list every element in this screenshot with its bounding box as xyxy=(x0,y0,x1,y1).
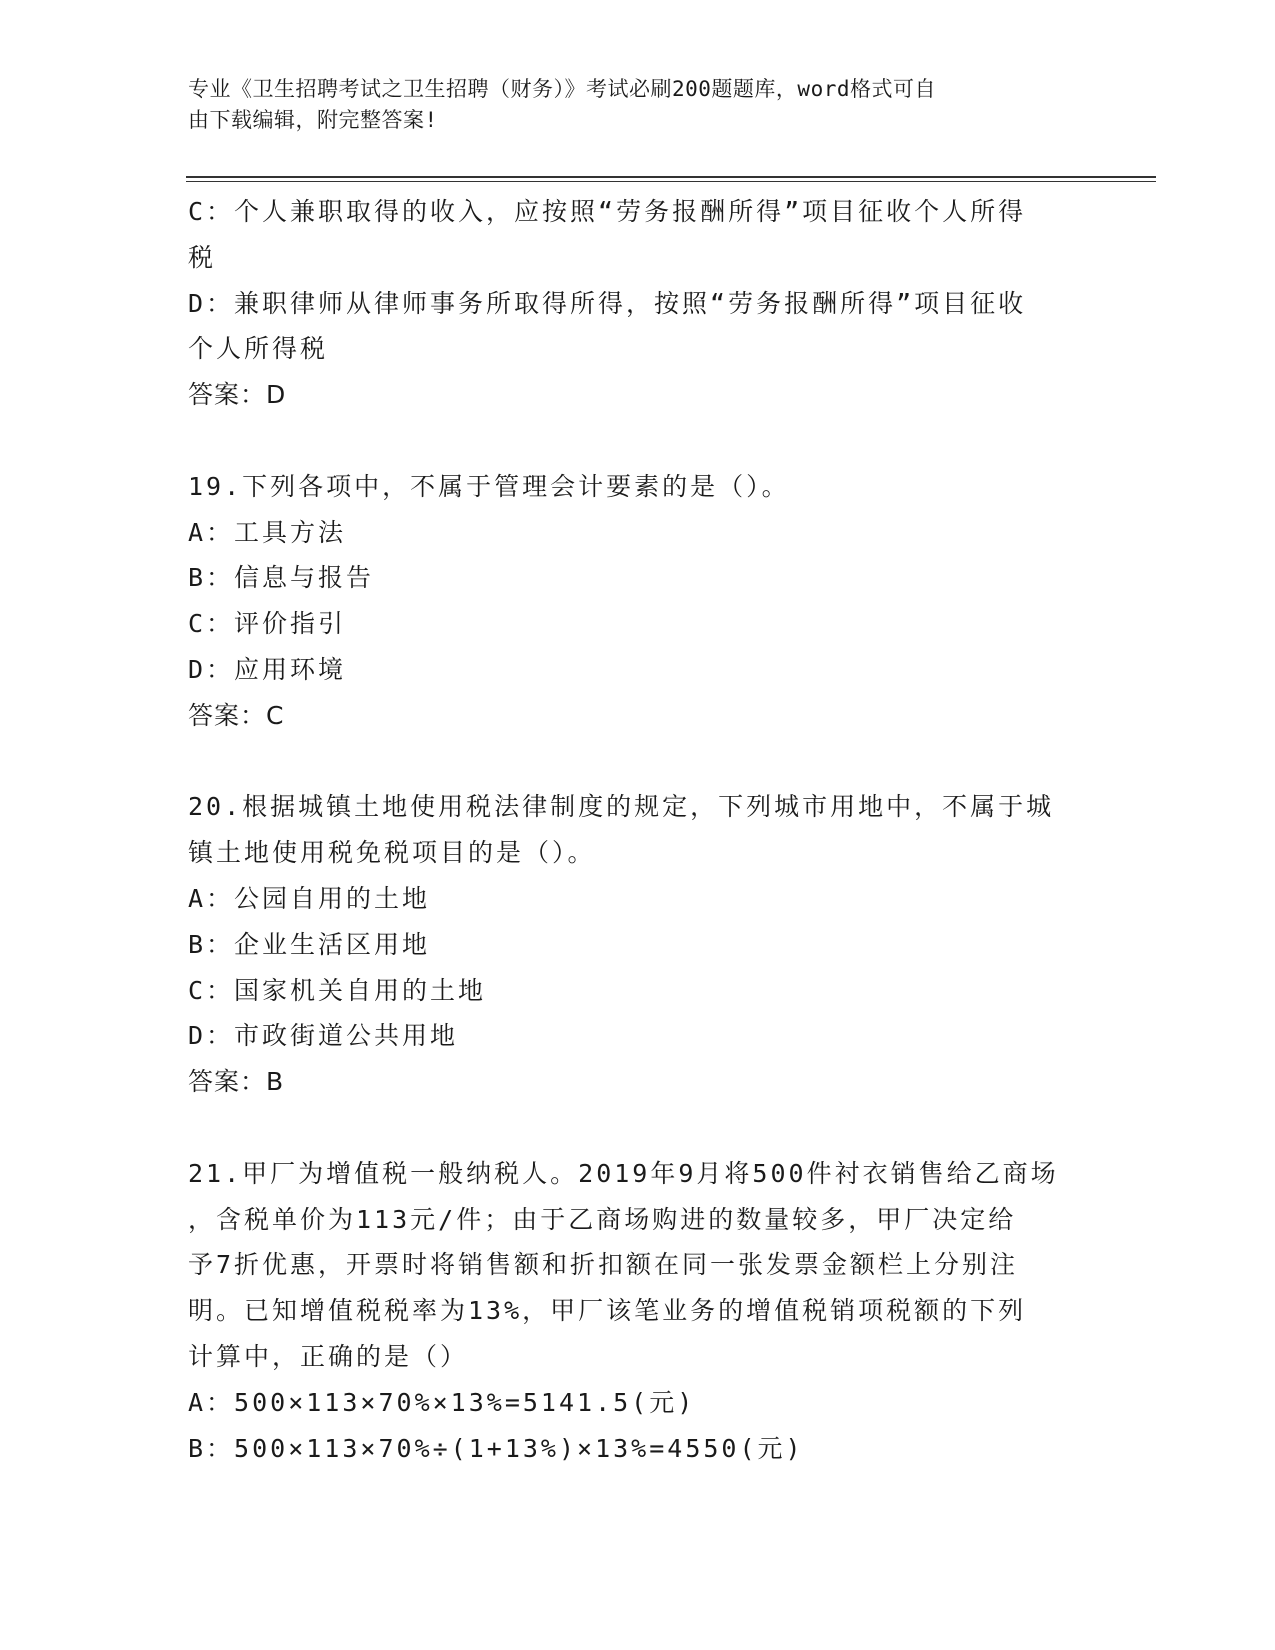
question-21-stem-line-4: 明。已知增值税税率为13%，甲厂该笔业务的增值税销项税额的下列 xyxy=(188,1296,1027,1326)
question-21-stem-line-2: ，含税单价为113元/件；由于乙商场购进的数量较多，甲厂决定给 xyxy=(188,1204,1017,1234)
question-19-answer: 答案：C xyxy=(188,700,285,730)
question-20-stem-line-2: 镇土地使用税免税项目的是（）。 xyxy=(188,838,596,868)
question-19-option-b: B：信息与报告 xyxy=(188,563,375,593)
question-19-stem: 19.下列各项中，不属于管理会计要素的是（）。 xyxy=(188,471,790,501)
question-21-option-a: A：500×113×70%×13%=5141.5(元) xyxy=(188,1387,696,1417)
question-21-stem-line-1: 21.甲厂为增值税一般纳税人。2019年9月将500件衬衣销售给乙商场 xyxy=(188,1158,1059,1188)
question-20-answer: 答案：B xyxy=(188,1067,285,1097)
question-21-stem-line-5: 计算中，正确的是（） xyxy=(188,1341,469,1371)
question-content xyxy=(188,189,1088,1471)
option-c-line-1: C：个人兼职取得的收入，应按照“劳务报酬所得”项目征收个人所得 xyxy=(188,197,1027,226)
question-20-stem-line-1: 20.根据城镇土地使用税法律制度的规定，下列城市用地中，不属于城 xyxy=(188,792,1055,822)
answer-label: 答案：D xyxy=(188,380,287,410)
question-21-option-b: B：500×113×70%÷(1+13%)×13%=4550(元) xyxy=(188,1433,804,1463)
question-19-block xyxy=(188,464,1088,739)
header-rule-thin xyxy=(186,181,1156,182)
question-19-option-c: C：评价指引 xyxy=(188,609,347,639)
previous-question-block xyxy=(188,189,1088,418)
header-line-2: 由下载编辑，附完整答案! xyxy=(188,108,438,132)
question-19-option-a: A：工具方法 xyxy=(188,517,347,547)
spacer xyxy=(188,418,1088,464)
question-21-block xyxy=(188,1151,1088,1472)
question-20-option-c: C：国家机关自用的土地 xyxy=(188,975,487,1005)
header-line-1: 专业《卫生招聘考试之卫生招聘（财务）》考试必刷200题题库，word格式可自 xyxy=(188,77,936,101)
question-20-option-b: B：企业生活区用地 xyxy=(188,929,431,959)
option-d-line-2: 个人所得税 xyxy=(188,334,329,364)
question-20-option-a: A：公园自用的土地 xyxy=(188,883,431,913)
question-19-option-d: D：应用环境 xyxy=(188,654,347,684)
spacer xyxy=(188,739,1088,785)
spacer xyxy=(188,1105,1088,1151)
question-20-option-d: D：市政街道公共用地 xyxy=(188,1021,459,1051)
header-rule-thick xyxy=(186,176,1156,178)
question-20-block xyxy=(188,784,1088,1105)
option-c-line-2: 税 xyxy=(188,242,217,272)
document-header xyxy=(188,74,1068,136)
question-21-stem-line-3: 予7折优惠，开票时将销售额和折扣额在同一张发票金额栏上分别注 xyxy=(188,1250,1019,1280)
option-d-line-1: D：兼职律师从律师事务所取得所得，按照“劳务报酬所得”项目征收 xyxy=(188,288,1027,318)
